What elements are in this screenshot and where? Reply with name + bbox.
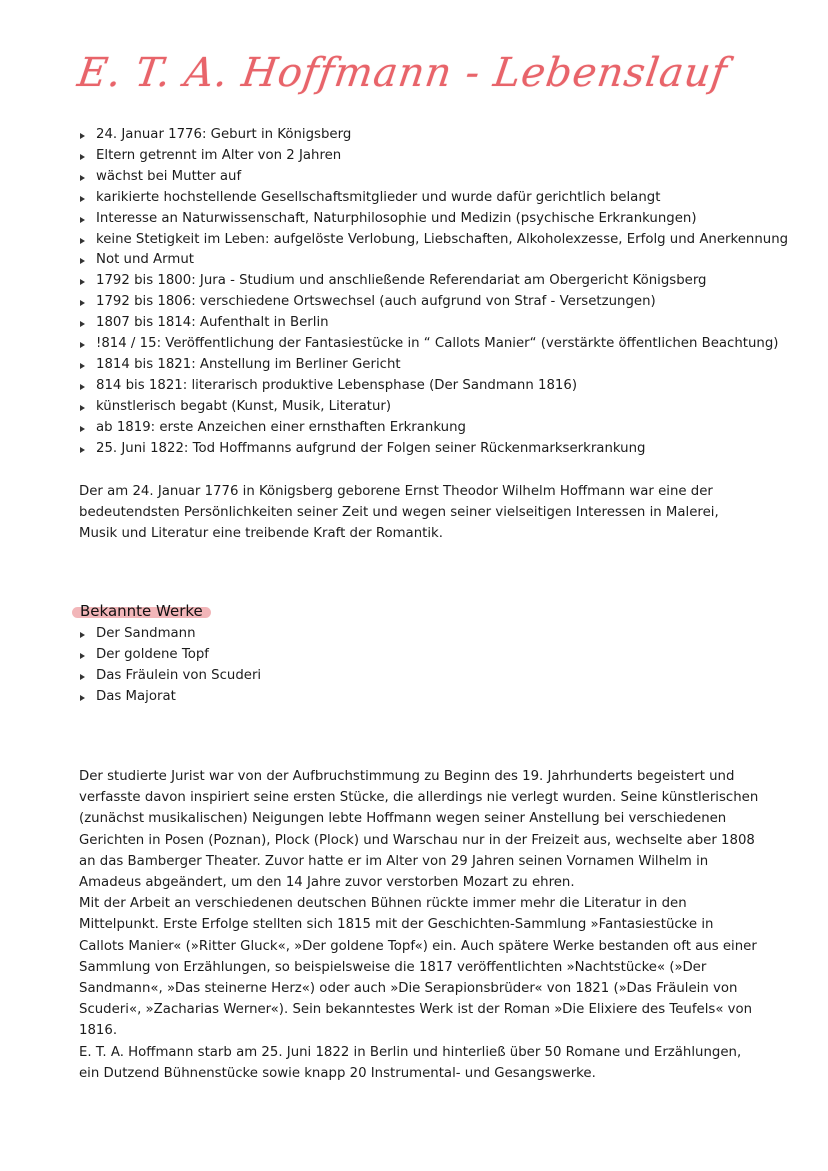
page-title: E. T. A. Hoffmann - Lebenslauf: [74, 50, 731, 96]
list-item: wächst bei Mutter auf: [79, 167, 788, 188]
list-item: keine Stetigkeit im Leben: aufgelöste Verlobung, Liebschaften, Alkoholexzesse, Erfolg und Anerkennung: [79, 230, 788, 251]
list-item: Das Majorat: [79, 687, 261, 708]
bio-paragraph: Der studierte Jurist war von der Aufbruchstimmung zu Beginn des 19. Jahrhunderts begeistert und verfasste davon inspiriert seine ersten Stücke, die allerdings nie verlegt wurden. Seine künstlerischen (zunächst musikalischen) Neigungen lebte Hoffmann wegen seiner Anstellung bei verschiedenen Gerichten in Posen (Poznan), Plock (Plock) und Warschau nur in der Freizeit aus, wechselte aber 1808 an das Bamberger Theater. Zuvor hatte er im Alter von 29 Jahren seinen Vornamen Wilhelm in Amadeus abgeändert, um den 14 Jahre zuvor verstorben Mozart zu ehren.: [79, 769, 759, 891]
list-item: 814 bis 1821: literarisch produktive Lebensphase (Der Sandmann 1816): [79, 376, 788, 397]
biography-facts-list: [79, 125, 788, 460]
list-item: 25. Juni 1822: Tod Hoffmanns aufgrund der Folgen seiner Rückenmarkserkrankung: [79, 439, 788, 460]
works-list: [79, 624, 261, 708]
works-heading: [72, 601, 211, 621]
works-heading-label: Bekannte Werke: [80, 602, 203, 620]
list-item: 1807 bis 1814: Aufenthalt in Berlin: [79, 313, 788, 334]
list-item: 1792 bis 1800: Jura - Studium und anschließende Referendariat am Obergericht Königsberg: [79, 271, 788, 292]
bio-paragraph: Mit der Arbeit an verschiedenen deutschen Bühnen rückte immer mehr die Literatur in den Mittelpunkt. Erste Erfolge stellten sich 1815 mit der Geschichten-Sammlung »Fantasiestücke in Callots Manier« (»Ritter Gluck«, »Der goldene Topf«) ein. Auch spätere Werke bestanden oft aus einer Sammlung von Erzählungen, so beispielsweise die 1817 veröffentlichten »Nachtstücke« (»Der Sandmann«, »Das steinerne Herz«) oder auch »Die Serapionsbrüder« von 1821 (»Das Fräulein von Scuderi«, »Zacharias Werner«). Sein bekanntestes Werk ist der Roman »Die Elixiere des Teufels« von 1816.: [79, 896, 757, 1039]
list-item: Not und Armut: [79, 250, 788, 271]
list-item: Eltern getrennt im Alter von 2 Jahren: [79, 146, 788, 167]
list-item: 1814 bis 1821: Anstellung im Berliner Gericht: [79, 355, 788, 376]
list-item: Das Fräulein von Scuderi: [79, 666, 261, 687]
list-item: 24. Januar 1776: Geburt in Königsberg: [79, 125, 788, 146]
intro-paragraph: Der am 24. Januar 1776 in Königsberg geborene Ernst Theodor Wilhelm Hoffmann war eine der bedeutendsten Persönlichkeiten seiner Zeit und wegen seiner vielseitigen Interessen in Malerei, Musik und Literatur eine treibende Kraft der Romantik.: [79, 484, 719, 541]
list-item: Der goldene Topf: [79, 645, 261, 666]
biography-text: [79, 766, 759, 1084]
bio-paragraph: E. T. A. Hoffmann starb am 25. Juni 1822 in Berlin und hinterließ über 50 Romane und Erzählungen, ein Dutzend Bühnenstücke sowie knapp 20 Instrumental- und Gesangswerke.: [79, 1044, 742, 1081]
list-item: karikierte hochstellende Gesellschaftsmitglieder und wurde dafür gerichtlich belangt: [79, 188, 788, 209]
list-item: künstlerisch begabt (Kunst, Musik, Literatur): [79, 397, 788, 418]
list-item: !814 / 15: Veröffentlichung der Fantasiestücke in “ Callots Manier“ (verstärkte öffentlichen Beachtung): [79, 334, 788, 355]
list-item: ab 1819: erste Anzeichen einer ernsthaften Erkrankung: [79, 418, 788, 439]
list-item: Interesse an Naturwissenschaft, Naturphilosophie und Medizin (psychische Erkrankungen): [79, 209, 788, 230]
list-item: 1792 bis 1806: verschiedene Ortswechsel (auch aufgrund von Straf - Versetzungen): [79, 292, 788, 313]
list-item: Der Sandmann: [79, 624, 261, 645]
